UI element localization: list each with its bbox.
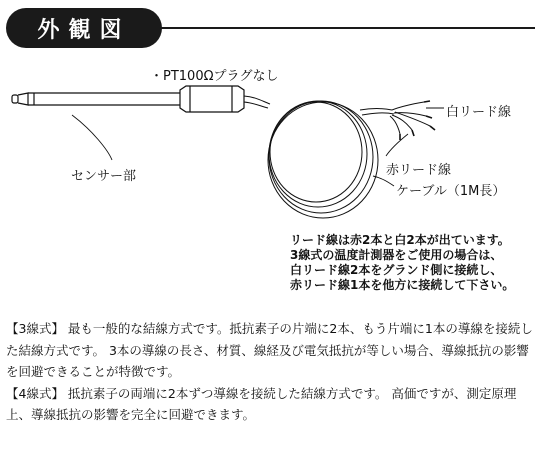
cable-label: ケーブル（1M長） (396, 184, 506, 199)
sensor-label: センサー部 (71, 169, 137, 184)
sensor-handle (180, 86, 244, 112)
section-title: 外観図 (6, 8, 162, 48)
red-lead-label: 赤リード線 (386, 163, 452, 178)
note-line: 赤リード線1本を他方に接続して下さい。 (290, 278, 515, 292)
wiring-description (6, 318, 536, 426)
four-wire-paragraph: 【4線式】 抵抗素子の両端に2本ずつ導線を接続した結線方式です。 高価ですが、測定原理上、導線抵抗の影響を完全に回避できます。 (6, 385, 517, 422)
cable (244, 96, 394, 218)
white-lead-label: 白リード線 (446, 105, 512, 120)
sensor-probe (12, 93, 180, 105)
lead-wire-note (290, 233, 514, 293)
note-line: 白リード線2本をグランド側に接続し、 (290, 263, 503, 277)
note-line: リード線は赤2本と白2本が出ています。 (290, 233, 510, 247)
note-line: 3線式の温度計測器をご使用の場合は、 (290, 248, 503, 262)
model-label: ・PT100Ωプラグなし (150, 69, 279, 84)
lead-wires (390, 102, 430, 134)
three-wire-paragraph: 【3線式】 最も一般的な結線方式です。抵抗素子の片端に2本、もう片端に1本の導線を接続した結線方式です。 3本の導線の長さ、材質、線経及び電気抵抗が等しい場合、導線抵抗の影響を回避できることが特徴です。 (6, 321, 533, 379)
